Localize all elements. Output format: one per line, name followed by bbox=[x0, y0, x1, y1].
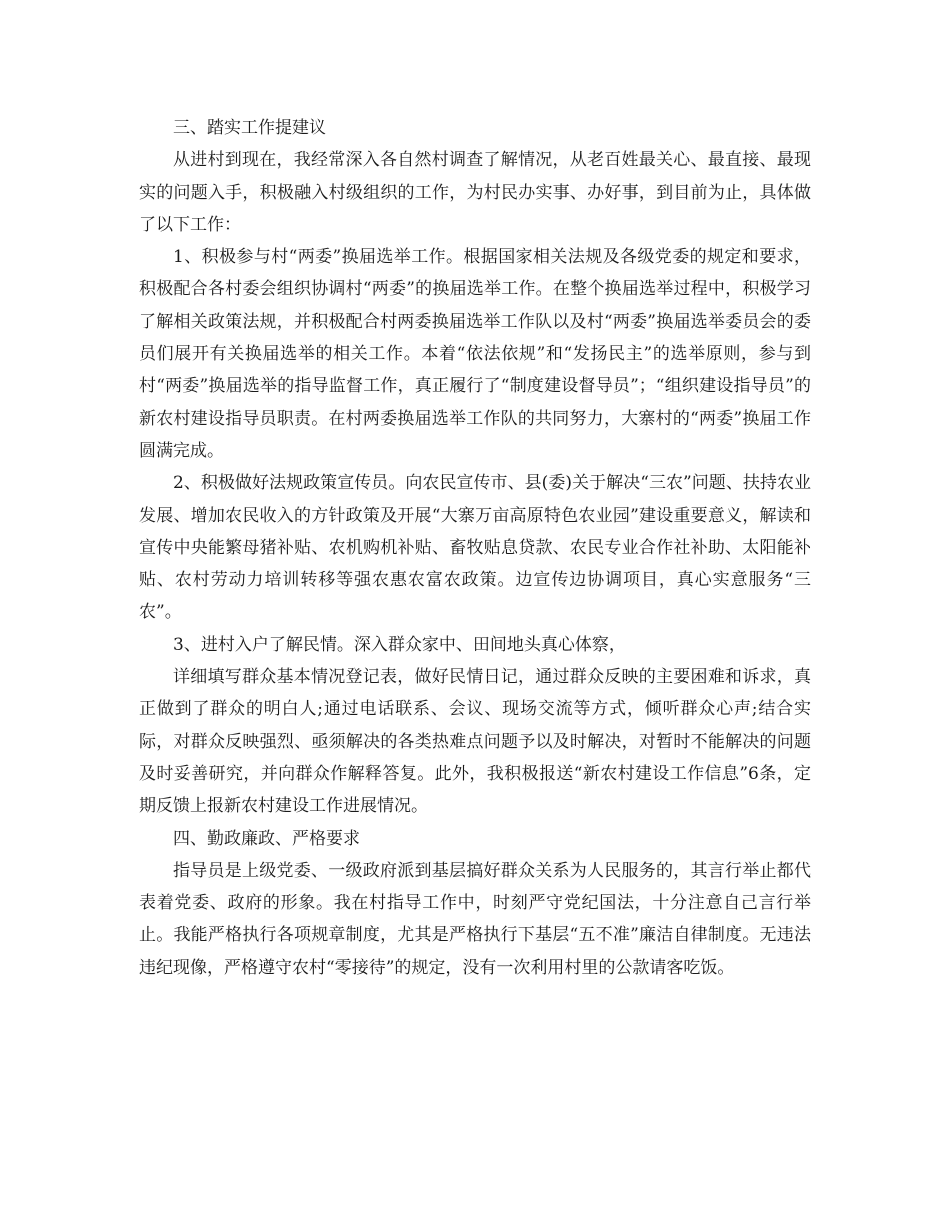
section-heading-3: 三、踏实工作提建议 bbox=[173, 118, 326, 138]
document-body bbox=[139, 112, 811, 984]
paragraph-item-2: 2、积极做好法规政策宣传员。向农民宣传市、县(委)关于解决“三农”问题、扶持农业发展、增加农民收入的方针政策及开展“大寨万亩高原特色农业园”建设重要意义，解读和宣传中央能繁母猪补贴、农机购机补贴、畜牧贴息贷款、农民专业合作社补助、太阳能补贴、农村劳动力培训转移等强农惠农富农政策。边宣传边协调项目，真心实意服务“三农”。 bbox=[139, 473, 811, 623]
section-heading-4: 四、勤政廉政、严格要求 bbox=[173, 828, 360, 849]
paragraph-item-3: 3、进村入户了解民情。深入群众家中、田间地头真心体察， bbox=[173, 634, 626, 655]
paragraph-item-3-detail: 详细填写群众基本情况登记表，做好民情日记，通过群众反映的主要困难和诉求，真正做到了群众的明白人;通过电话联系、会议、现场交流等方式，倾听群众心声;结合实际，对群众反映强烈、亟须解决的各类热难点问题予以及时解决，对暂时不能解决的问题及时妥善研究，并向群众作解释答复。此外，我积极报送“新农村建设工作信息”6条，定期反馈上报新农村建设工作进展情况。 bbox=[139, 667, 811, 817]
paragraph-intro: 从进村到现在，我经常深入各自然村调查了解情况，从老百姓最关心、最直接、最现实的问题入手，积极融入村级组织的工作，为村民办实事、办好事，到目前为止，具体做了以下工作： bbox=[139, 150, 811, 235]
paragraph-item-1: 1、积极参与村“两委”换届选举工作。根据国家相关法规及各级党委的规定和要求，积极配合各村委会组织协调村“两委”的换届选举工作。在整个换届选举过程中，积极学习了解相关政策法规，并积极配合村两委换届选举工作队以及村“两委”换届选举委员会的委员们展开有关换届选举的相关工作。本着“依法依规”和“发扬民主”的选举原则，参与到村“两委”换届选举的指导监督工作，真正履行了“制度建设督导员”；“组织建设指导员”的新农村建设指导员职责。在村两委换届选举工作队的共同努力，大寨村的“两委”换届工作圆满完成。 bbox=[139, 247, 811, 461]
paragraph-integrity: 指导员是上级党委、一级政府派到基层搞好群众关系为人民服务的，其言行举止都代表着党委、政府的形象。我在村指导工作中，时刻严守党纪国法，十分注意自己言行举止。我能严格执行各项规章制度，尤其是严格执行下基层“五不准”廉洁自律制度。无违法违纪现像，严格遵守农村“零接待”的规定，没有一次利用村里的公款请客吃饭。 bbox=[139, 860, 811, 978]
